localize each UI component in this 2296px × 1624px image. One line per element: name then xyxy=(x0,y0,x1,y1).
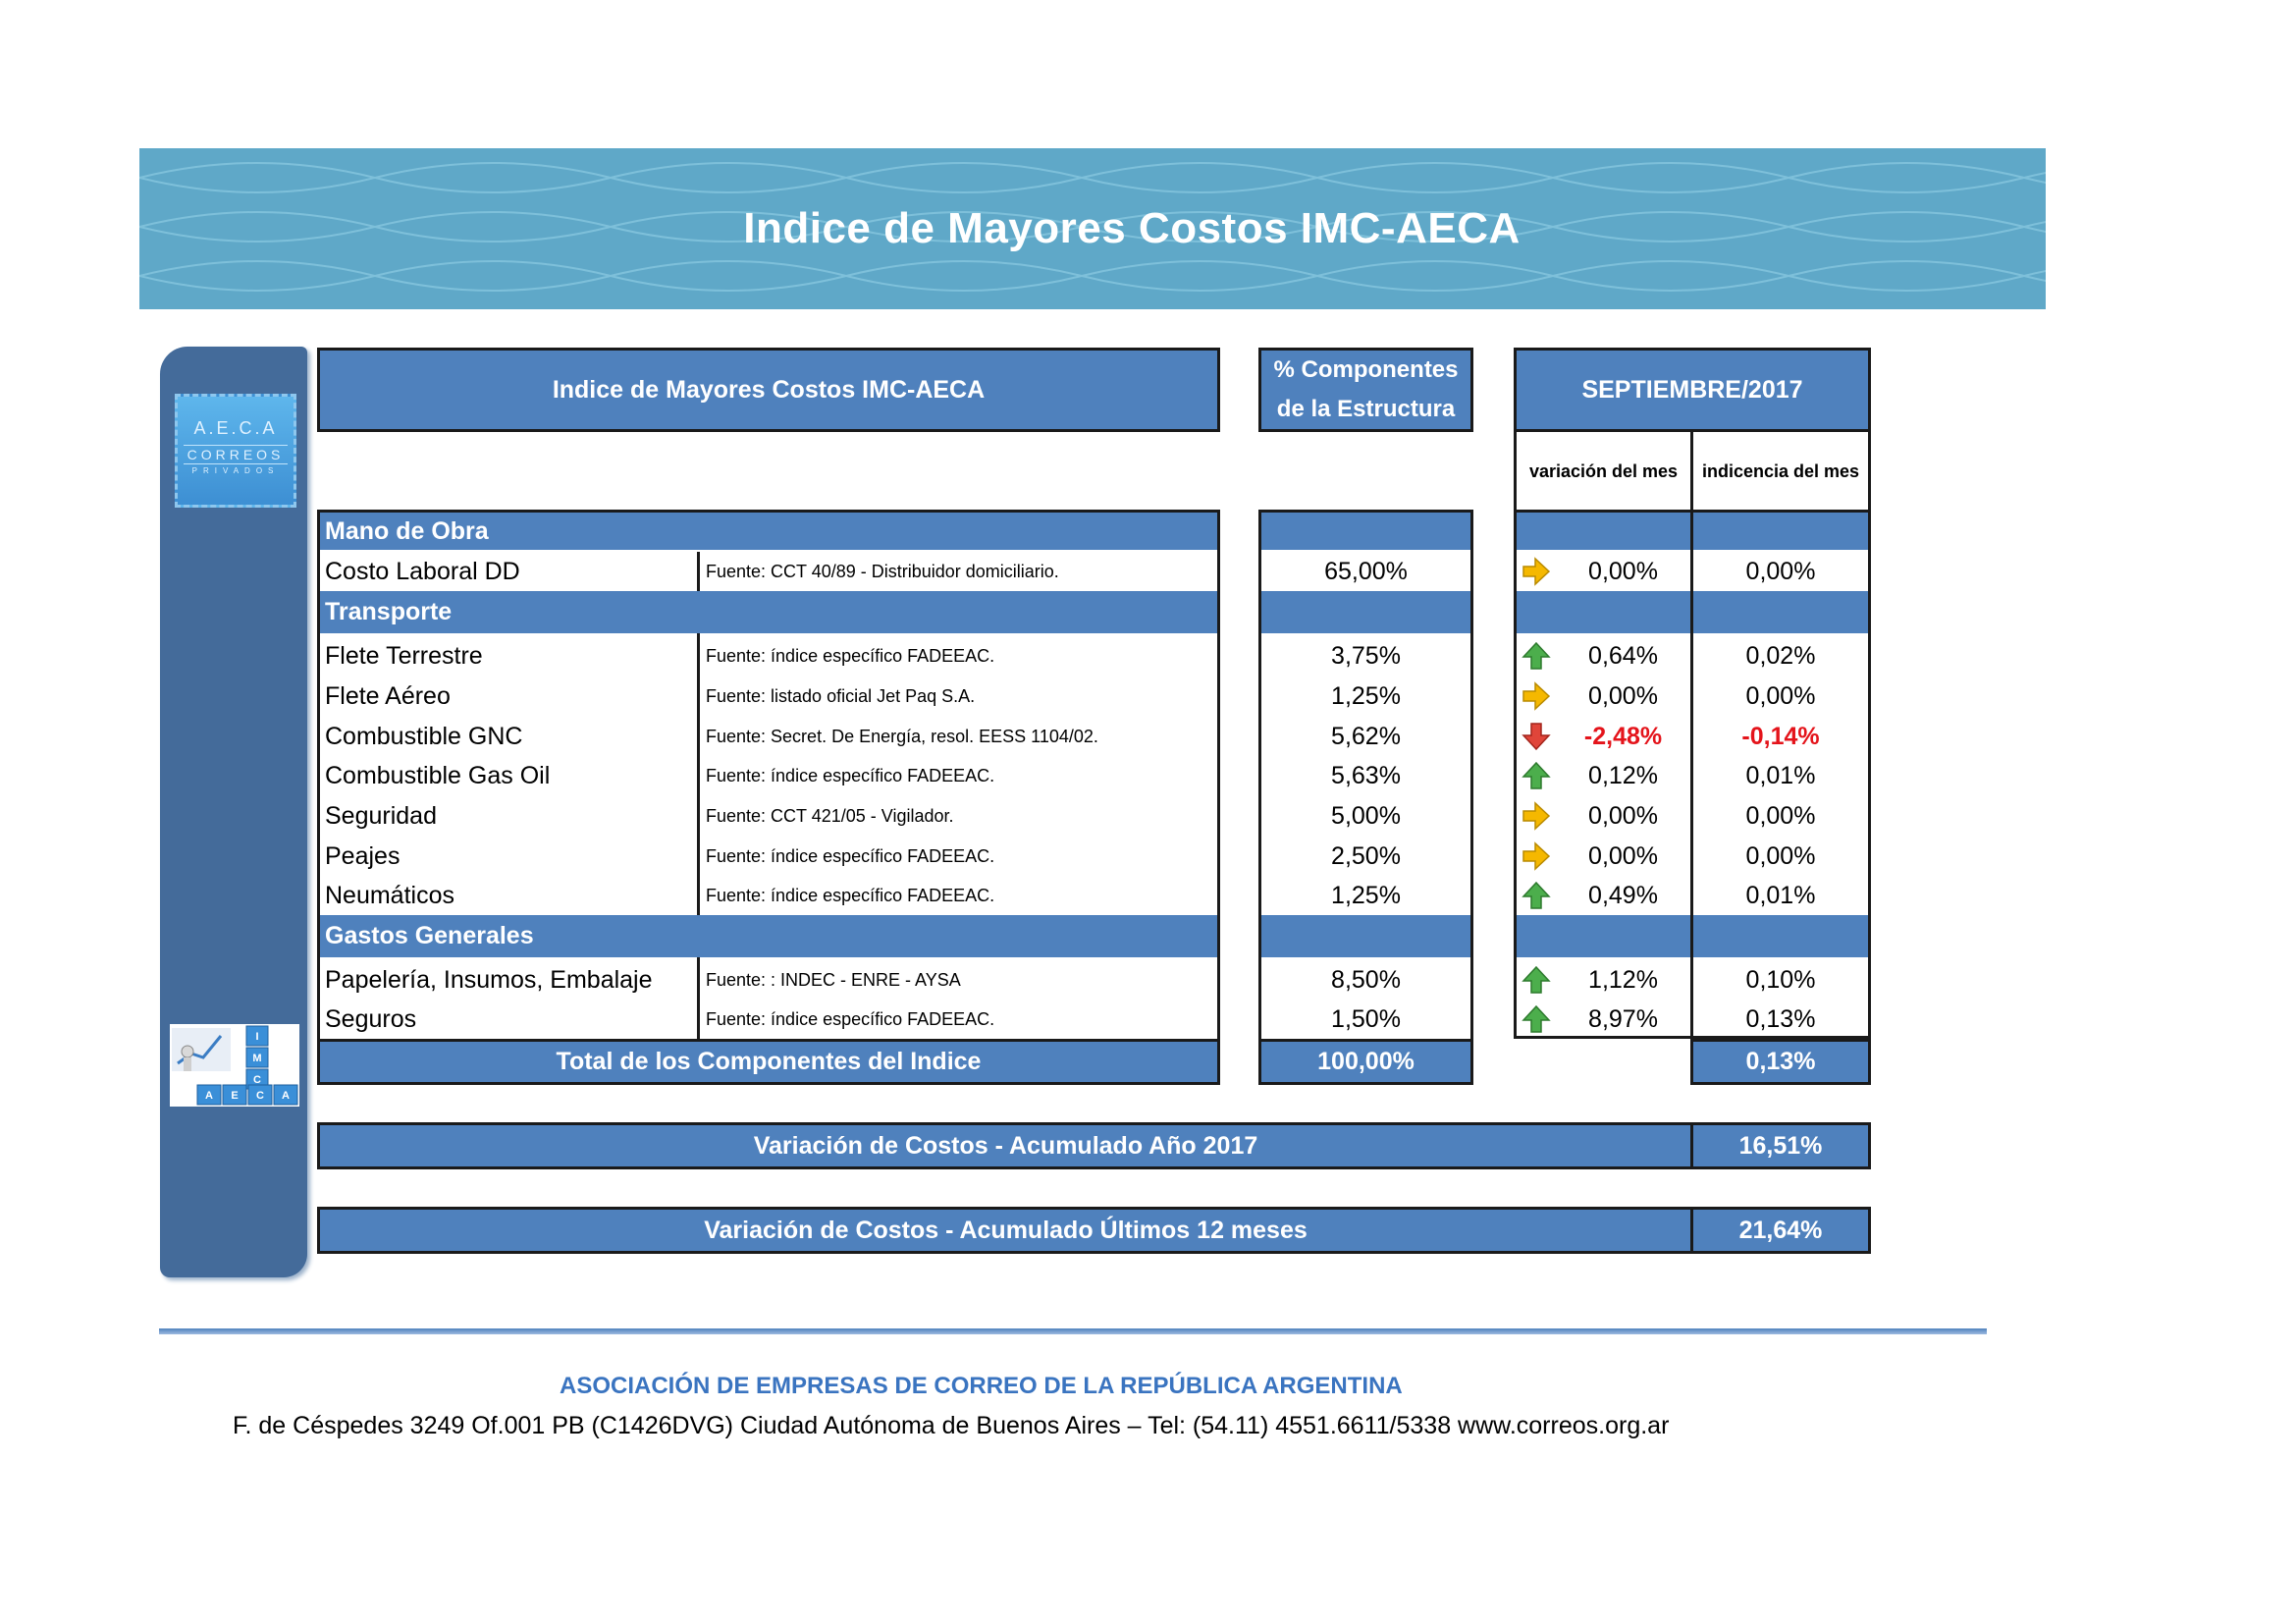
imc-logo xyxy=(170,1024,299,1107)
row-incidence: 0,01% xyxy=(1745,881,1816,909)
row-component: 3,75% xyxy=(1331,641,1401,670)
row-component: 8,50% xyxy=(1331,965,1401,994)
imc-letter-i: I xyxy=(255,1031,259,1043)
aeca-letter-e: E xyxy=(231,1090,239,1102)
total-component: 100,00% xyxy=(1258,1039,1473,1085)
subheader-incidence: indicencia del mes xyxy=(1701,460,1860,481)
components-header-line1: % Componentes xyxy=(1273,356,1459,383)
row-component: 65,00% xyxy=(1324,557,1408,585)
banner-title: Indice de Mayores Costos IMC-AECA xyxy=(743,204,1521,252)
row-source: Fuente: índice específico FADEEAC. xyxy=(706,1008,995,1029)
row-source: Fuente: listado oficial Jet Paq S.A. xyxy=(706,685,976,706)
summary-year-value: 16,51% xyxy=(1690,1122,1871,1169)
row-source: Fuente: índice específico FADEEAC. xyxy=(706,885,995,905)
section-band-mano-obra-inc xyxy=(1693,513,1868,550)
row-source: Fuente: índice específico FADEEAC. xyxy=(706,765,995,785)
summary-last12-label: Variación de Costos - Acumulado Últimos 12 meses xyxy=(317,1207,1694,1254)
aeca-letter-c: C xyxy=(256,1090,264,1102)
trend-flat-arrow-icon xyxy=(1522,841,1551,871)
row-component: 2,50% xyxy=(1331,841,1401,870)
section-band-transporte-comp xyxy=(1261,591,1470,633)
row-variation: 0,49% xyxy=(1588,881,1658,909)
row-variation: 0,12% xyxy=(1588,761,1658,789)
subheader-variation: variación del mes xyxy=(1528,460,1679,481)
section-mano-obra: Mano de Obra xyxy=(325,516,489,545)
row-source: Fuente: : INDEC - ENRE - AYSA xyxy=(706,969,961,990)
row-incidence: 0,00% xyxy=(1745,801,1816,830)
imc-letter-c: C xyxy=(253,1074,261,1086)
components-header xyxy=(1258,348,1473,432)
section-band-mano-obra-var xyxy=(1517,513,1690,550)
logo-line3: PRIVADOS xyxy=(191,466,280,475)
row-variation: -2,48% xyxy=(1583,722,1663,750)
logo-line1: A.E.C.A xyxy=(193,418,278,438)
row-concept: Costo Laboral DD xyxy=(325,557,520,585)
footer-address: F. de Céspedes 3249 Of.001 PB (C1426DVG) Ciudad Autónoma de Buenos Aires – Tel: (54.11) 4551.6611/5338 www.correos.org.ar xyxy=(233,1412,1670,1439)
aeca-letter-a: A xyxy=(205,1090,213,1102)
row-incidence: 0,00% xyxy=(1745,841,1816,870)
trend-up-arrow-icon xyxy=(1522,641,1551,671)
table-title-header: Indice de Mayores Costos IMC-AECA xyxy=(317,348,1220,432)
row-variation: 0,00% xyxy=(1588,557,1658,585)
header-banner xyxy=(139,148,2046,309)
row-component: 1,25% xyxy=(1331,681,1401,710)
total-incidence: 0,13% xyxy=(1690,1039,1871,1085)
aeca-logo xyxy=(175,394,296,508)
row-incidence: 0,10% xyxy=(1745,965,1816,994)
row-concept: Combustible GNC xyxy=(325,722,523,750)
row-variation: 0,00% xyxy=(1588,681,1658,710)
section-band-gastos-var xyxy=(1517,915,1690,957)
components-header-line2: de la Estructura xyxy=(1276,396,1456,422)
section-band-mano-obra-comp xyxy=(1261,513,1470,550)
row-incidence: 0,02% xyxy=(1745,641,1816,670)
section-band-transporte-inc xyxy=(1693,591,1868,633)
row-source: Fuente: índice específico FADEEAC. xyxy=(706,645,995,666)
row-concept: Combustible Gas Oil xyxy=(325,761,551,789)
row-component: 5,62% xyxy=(1331,722,1401,750)
row-concept: Neumáticos xyxy=(325,881,454,909)
row-source: Fuente: índice específico FADEEAC. xyxy=(706,845,995,866)
trend-flat-arrow-icon xyxy=(1522,801,1551,831)
trend-up-arrow-icon xyxy=(1522,761,1551,790)
row-incidence: 0,00% xyxy=(1745,681,1816,710)
row-variation: 0,00% xyxy=(1588,801,1658,830)
row-concept: Flete Terrestre xyxy=(325,641,483,670)
section-gastos: Gastos Generales xyxy=(325,922,534,949)
row-concept: Seguros xyxy=(325,1004,417,1033)
row-component: 5,63% xyxy=(1331,761,1401,789)
row-incidence: -0,14% xyxy=(1741,722,1820,750)
section-band-gastos-inc xyxy=(1693,915,1868,957)
imc-letter-m: M xyxy=(252,1053,262,1064)
trend-up-arrow-icon xyxy=(1522,881,1551,910)
summary-last12-value: 21,64% xyxy=(1690,1207,1871,1254)
trend-up-arrow-icon xyxy=(1522,1004,1551,1034)
summary-year-label: Variación de Costos - Acumulado Año 2017 xyxy=(317,1122,1694,1169)
trend-up-arrow-icon xyxy=(1522,965,1551,995)
period-header: SEPTIEMBRE/2017 xyxy=(1514,348,1871,432)
section-transporte: Transporte xyxy=(325,598,453,625)
trend-flat-arrow-icon xyxy=(1522,681,1551,711)
logo-line2: CORREOS xyxy=(184,445,289,464)
section-band-gastos-comp xyxy=(1261,915,1470,957)
trend-flat-arrow-icon xyxy=(1522,557,1551,586)
row-variation: 8,97% xyxy=(1588,1004,1658,1033)
row-concept: Peajes xyxy=(325,841,400,870)
row-concept: Seguridad xyxy=(325,801,437,830)
aeca-letter-a2: A xyxy=(282,1090,290,1102)
row-incidence: 0,01% xyxy=(1745,761,1816,789)
footer-divider xyxy=(159,1328,1987,1334)
row-component: 5,00% xyxy=(1331,801,1401,830)
total-label: Total de los Componentes del Indice xyxy=(317,1039,1220,1085)
row-concept: Flete Aéreo xyxy=(325,681,451,710)
row-variation: 0,00% xyxy=(1588,841,1658,870)
row-source: Fuente: Secret. De Energía, resol. EESS 1104/02. xyxy=(706,726,1098,746)
row-component: 1,50% xyxy=(1331,1004,1401,1033)
row-source: Fuente: CCT 421/05 - Vigilador. xyxy=(706,805,954,826)
row-component: 1,25% xyxy=(1331,881,1401,909)
row-concept: Papelería, Insumos, Embalaje xyxy=(325,965,653,994)
row-incidence: 0,00% xyxy=(1745,557,1816,585)
section-band-transporte-var xyxy=(1517,591,1690,633)
row-source: Fuente: CCT 40/89 - Distribuidor domiciliario. xyxy=(706,561,1059,581)
row-variation: 1,12% xyxy=(1588,965,1658,994)
trend-down-arrow-icon xyxy=(1522,722,1551,751)
footer-organization: ASOCIACIÓN DE EMPRESAS DE CORREO DE LA REPÚBLICA ARGENTINA xyxy=(560,1373,1403,1399)
row-variation: 0,64% xyxy=(1588,641,1658,670)
row-incidence: 0,13% xyxy=(1745,1004,1816,1033)
